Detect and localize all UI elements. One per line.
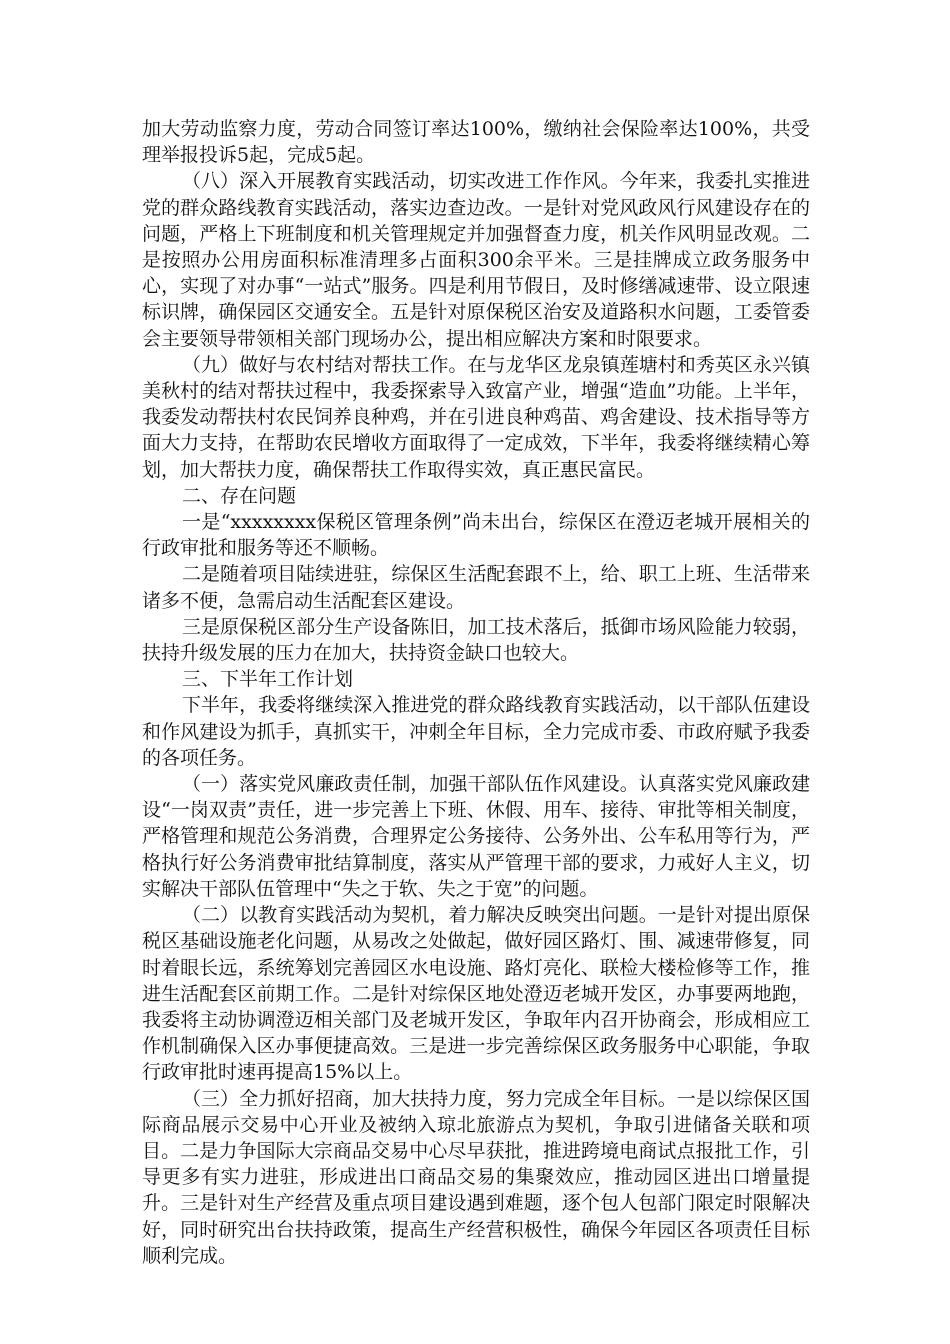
- section-heading-plan: 三、下半年工作计划: [182, 668, 354, 691]
- paragraph-problem-3: 三是原保税区部分生产设备陈旧，加工技术落后，抵御市场风险能力较弱，扶持升级发展的压力在加大，扶持资金缺口也较大。: [142, 615, 810, 665]
- paragraph-plan-2: （二）以教育实践活动为契机，着力解决反映突出问题。一是针对提出原保税区基础设施老化问题，从易改之处做起，做好园区路灯、围、减速带修复，同时着眼长远，系统筹划完善园区水电设施、路灯亮化、联检大楼检修等工作，推进生活配套区前期工作。二是针对综保区地处澄迈老城开发区，办事要两地跑，我委将主动协调澄迈相关部门及老城开发区，争取年内召开协商会，形成相应工作机制确保入区办事便捷高效。三是进一步完善综保区政务服务中心职能，争取行政审批时速再提高15%以上。: [142, 904, 810, 1084]
- paragraph-continuation: 加大劳动监察力度，劳动合同签订率达100%，缴纳社会保险率达100%，共受理举报投诉5起，完成5起。: [142, 118, 810, 167]
- paragraph-problem-2: 二是随着项目陆续进驻，综保区生活配套跟不上，给、职工上班、生活带来诸多不便，急需启动生活配套区建设。: [142, 563, 810, 612]
- paragraph-item-9: （九）做好与农村结对帮扶工作。在与龙华区龙泉镇莲塘村和秀英区永兴镇美秋村的结对帮扶过程中，我委探索导入致富产业，增强“造血”功能。上半年，我委发动帮扶村农民饲养良种鸡，并在引进良种鸡苗、鸡舍建设、技术指导等方面大力支持，在帮助农民增收方面取得了一定成效，下半年，我委将继续精心筹划，加大帮扶力度，确保帮扶工作取得实效，真正惠民富民。: [142, 353, 810, 481]
- paragraph-item-8: （八）深入开展教育实践活动，切实改进工作作风。今年来，我委扎实推进党的群众路线教育实践活动，落实边查边改。一是针对党风政风行风建设存在的问题，严格上下班制度和机关管理规定并加强督查力度，机关作风明显改观。二是按照办公用房面积标准清理多占面积300余平米。三是挂牌成立政务服务中心，实现了对办事“一站式”服务。四是利用节假日，及时修缮减速带、设立限速标识牌，确保园区交通安全。五是针对原保税区治安及道路积水问题，工委管委会主要领导带领相关部门现场办公，提出相应解决方案和时限要求。: [142, 170, 810, 350]
- section-heading-problems: 二、存在问题: [182, 484, 297, 507]
- paragraph-problem-1: 一是“xxxxxxxx保税区管理条例”尚未出台，综保区在澄迈老城开展相关的行政审批和服务等还不顺畅。: [142, 511, 810, 560]
- paragraph-plan-intro: 下半年，我委将继续深入推进党的群众路线教育实践活动，以干部队伍建设和作风建设为抓手，真抓实干，冲刺全年目标，全力完成市委、市政府赋予我委的各项任务。: [142, 694, 810, 769]
- paragraph-plan-3: （三）全力抓好招商，加大扶持力度，努力完成全年目标。一是以综保区国际商品展示交易中心开业及被纳入琼北旅游点为契机，争取引进储备关联和项目。二是力争国际大宗商品交易中心尽早获批，推进跨境电商试点报批工作，引导更多有实力进驻，形成进出口商品交易的集聚效应，推动园区进出口增量提升。三是针对生产经营及重点项目建设遇到难题，逐个包人包部门限定时限解决好，同时研究出台扶持政策，提高生产经营积极性，确保今年园区各项责任目标顺利完成。: [142, 1087, 810, 1267]
- paragraph-plan-1: （一）落实党风廉政责任制，加强干部队伍作风建设。认真落实党风廉政建设“一岗双责”责任，进一步完善上下班、休假、用车、接待、审批等相关制度，严格管理和规范公务消费，合理界定公务接待、公务外出、公车私用等行为，严格执行好公务消费审批结算制度，落实从严管理干部的要求，力戒好人主义，切实解决干部队伍管理中“失之于软、失之于宽”的问题。: [142, 773, 810, 900]
- document-body: [142, 116, 810, 1269]
